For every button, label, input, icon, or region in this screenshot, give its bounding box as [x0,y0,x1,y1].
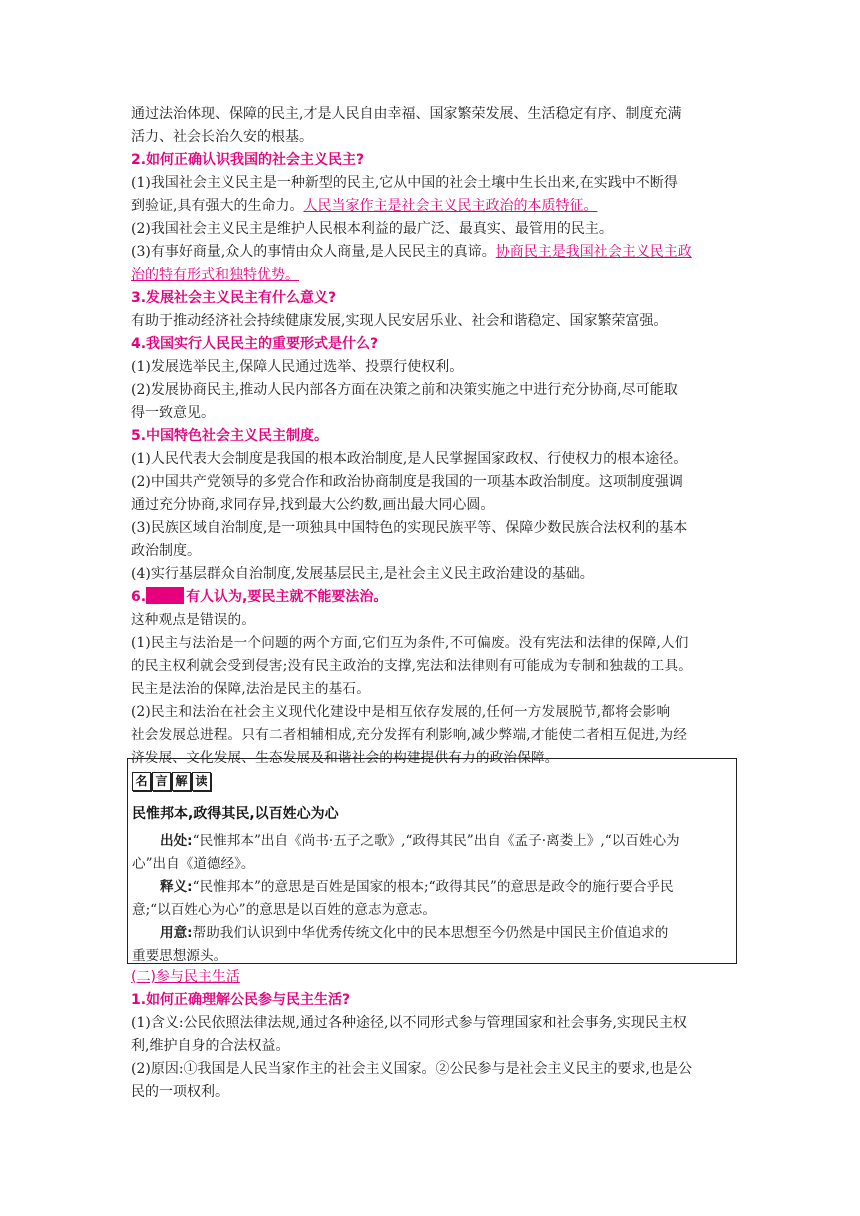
q6-para-1c: 民主是法治的保障,法治是民主的基石。 [131,681,371,697]
q5-para-1: (1)人民代表大会制度是我国的根本政治制度,是人民掌握国家政权、行使权力的根本途径。 [131,451,688,467]
intro-line-2: 活力、社会长治久安的根基。 [131,129,313,145]
q2-para-1b: 到验证,具有强大的生命力。人民当家作主是社会主义民主政治的本质特征。 [131,198,598,214]
part2-para-1b: 利,维护自身的合法权益。 [131,1038,290,1054]
q5-para-2a: (2)中国共产党领导的多党合作和政治协商制度是我国的一项基本政治制度。这项制度强调 [131,474,683,490]
quote-interpretation-box [127,758,737,964]
question-5-heading: 5.中国特色社会主义民主制度。 [131,428,329,444]
quote-title: 民惟邦本,政得其民,以百姓心为心 [132,806,339,822]
q2-para-3b [131,264,741,287]
question-3-heading: 3.发展社会主义民主有什么意义? [131,290,337,306]
part2-para-2b: 民的一项权利。 [131,1084,229,1100]
meaning-line-a: 释义:“民惟邦本”的意思是百姓是国家的根本;“政得其民”的意思是政令的施行要合乎民 [160,879,674,895]
part2-question-1-heading: 1.如何正确理解公民参与民主生活? [131,992,351,1008]
part2-para-1a: (1)含义:公民依照法律法规,通过各种途径,以不同形式参与管理国家和社会事务,实现民主权 [131,1015,687,1031]
document-body-part-2 [131,966,741,1104]
q6-para-2b: 社会发展总进程。只有二者相辅相成,充分发挥有利影响,减少弊端,才能使二者相互促进,为经 [131,727,688,743]
intro-line-1: 通过法治体现、保障的民主,才是人民自由幸福、国家繁荣发展、生活稳定有序、制度充满 [131,106,682,122]
q2-para-2: (2)我国社会主义民主是维护人民根本利益的最广泛、最真实、最管用的民主。 [131,221,613,237]
use-line-a: 用意:帮助我们认识到中华优秀传统文化中的民本思想至今仍然是中国民主价值追求的 [160,925,669,941]
question-4-heading: 4.我国实行人民民主的重要形式是什么? [131,336,379,352]
highlight-tag-icon [146,587,184,604]
q6-para-1b: 的民主权利就会受到侵害;没有民主政治的支撑,宪法和法律则有可能成为专制和独裁的工具。 [131,658,693,674]
q5-para-4: (4)实行基层群众自治制度,发展基层民主,是社会主义民主政治建设的基础。 [131,566,594,582]
source-line-a: 出处:“民惟邦本”出自《尚书·五子之歌》,“政得其民”出自《孟子·离娄上》,“以百姓心为 [160,833,680,849]
q6-para-0: 这种观点是错误的。 [131,612,256,628]
q2-highlight-3: 治的特有形式和独特优势。 [131,267,299,283]
section-heading-participate: (二)参与民主生活 [131,969,240,985]
q4-para-2a: (2)发展协商民主,推动人民内部各方面在决策之前和决策实施之中进行充分协商,尽可能取 [131,382,678,398]
q6-para-1a: (1)民主与法治是一个问题的两个方面,它们互为条件,不可偏废。没有宪法和法律的保障,人们 [131,635,689,651]
q2-highlight-2: 协商民主是我国社会主义民主政 [495,244,692,260]
q3-para-1: 有助于推动经济社会持续健康发展,实现人民安居乐业、社会和谐稳定、国家繁荣富强。 [131,313,668,329]
q6-para-2c: 济发展、文化发展、生态发展及和谐社会的构建提供有力的政治保障。 [131,750,559,766]
quote-body [132,830,732,968]
q5-para-2b: 通过充分协商,求同存异,找到最大公约数,画出最大同心圆。 [131,497,495,513]
quote-badge: 名 言 解 读 [132,772,211,791]
q5-para-3a: (3)民族区域自治制度,是一项独具中国特色的实现民族平等、保障少数民族合法权利的基本 [131,520,688,536]
question-6-heading: 6. 有人认为,要民主就不能要法治。 [131,589,388,605]
meaning-line-b: 意;“以百姓心为心”的意思是以百姓的意志为意志。 [132,902,436,918]
q5-para-3b: 政治制度。 [131,543,201,559]
q2-highlight-1: 人民当家作主是社会主义民主政治的本质特征。 [303,198,598,214]
q4-para-1: (1)发展选举民主,保障人民通过选举、投票行使权利。 [131,359,464,375]
q4-para-2b: 得一致意见。 [131,405,215,421]
document-body [131,103,741,770]
use-line-b: 重要思想源头。 [132,948,228,964]
source-line-b: 心”出自《道德经》。 [132,856,255,872]
part2-para-2a: (2)原因:①我国是人民当家作主的社会主义国家。②公民参与是社会主义民主的要求,也是公 [131,1061,692,1077]
q2-para-3a: (3)有事好商量,众人的事情由众人商量,是人民民主的真谛。协商民主是我国社会主义民主政 [131,244,692,260]
question-2-heading: 2.如何正确认识我国的社会主义民主? [131,152,365,168]
q6-para-2a: (2)民主和法治在社会主义现代化建设中是相互依存发展的,任何一方发展脱节,都将会影响 [131,704,671,720]
q2-para-1a: (1)我国社会主义民主是一种新型的民主,它从中国的社会土壤中生长出来,在实践中不断得 [131,175,678,191]
